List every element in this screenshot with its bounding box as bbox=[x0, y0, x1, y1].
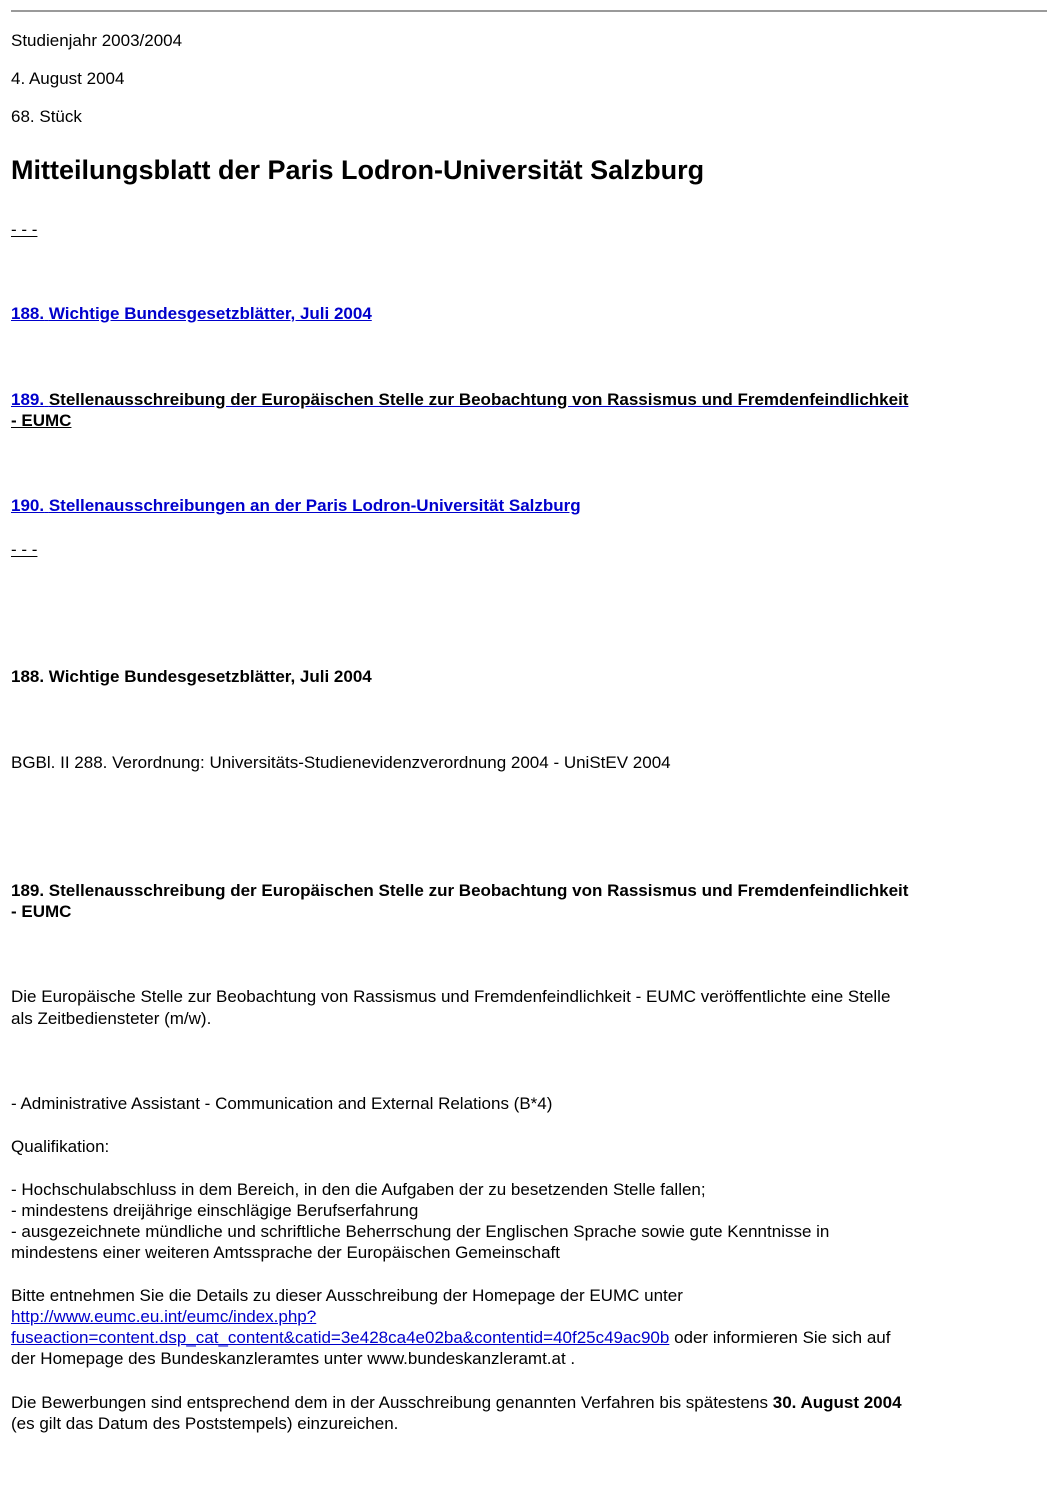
toc-item-189-cont[interactable] bbox=[11, 410, 71, 431]
qualification-item: - Hochschulabschluss in dem Bereich, in den die Aufgaben der zu besetzenden Stelle fallen; bbox=[11, 1180, 706, 1199]
toc-link-189[interactable] bbox=[11, 390, 908, 409]
qualification-label: Qualifikation: bbox=[11, 1137, 110, 1156]
toc-link-190[interactable] bbox=[11, 496, 581, 515]
section-189-heading-cont: - EUMC bbox=[11, 902, 72, 921]
toc-item-188[interactable] bbox=[11, 303, 372, 324]
deadline-text bbox=[11, 1392, 902, 1413]
qualification-item: - mindestens dreijährige einschlägige Berufserfahrung bbox=[11, 1201, 419, 1220]
toc-number: 190. bbox=[11, 496, 45, 515]
details-link-line-cont[interactable] bbox=[11, 1327, 890, 1348]
details-text-cont: der Homepage des Bundeskanzleramtes unter www.bundeskanzleramt.at . bbox=[11, 1349, 576, 1368]
eumc-link[interactable]: http://www.eumc.eu.int/eumc/index.php? bbox=[11, 1307, 317, 1326]
position-title: - Administrative Assistant - Communication and External Relations (B*4) bbox=[11, 1094, 553, 1113]
details-text: Bitte entnehmen Sie die Details zu dieser Ausschreibung der Homepage der EUMC unter bbox=[11, 1286, 683, 1305]
section-189-intro-cont: als Zeitbediensteter (m/w). bbox=[11, 1009, 212, 1028]
qualification-item: mindestens einer weiteren Amtssprache der Europäischen Gemeinschaft bbox=[11, 1243, 561, 1262]
toc-number: 188. bbox=[11, 304, 45, 323]
issue-date: 4. August 2004 bbox=[11, 69, 125, 88]
toc-item-190[interactable] bbox=[11, 495, 581, 516]
toc-text: Stellenausschreibungen an der Paris Lodron-Universität Salzburg bbox=[48, 496, 581, 515]
toc-text: Wichtige Bundesgesetzblätter, Juli 2004 bbox=[48, 304, 372, 323]
deadline-text-cont: (es gilt das Datum des Poststempels) einzureichen. bbox=[11, 1414, 399, 1433]
section-188-heading: 188. Wichtige Bundesgesetzblätter, Juli 2004 bbox=[11, 667, 372, 686]
toc-link-188[interactable] bbox=[11, 304, 372, 323]
qualification-item: - ausgezeichnete mündliche und schriftliche Beherrschung der Englischen Sprache sowie gute Kenntnisse in bbox=[11, 1222, 830, 1241]
section-189-heading: 189. Stellenausschreibung der Europäischen Stelle zur Beobachtung von Rassismus und Fremdenfeindlichkeit bbox=[11, 881, 909, 900]
toc-item-189[interactable] bbox=[11, 389, 908, 410]
eumc-link-cont[interactable]: fuseaction=content.dsp_cat_content&catid=3e428ca4e02ba&contentid=40f25c49ac90b bbox=[11, 1328, 670, 1347]
deadline-date: 30. August 2004 bbox=[772, 1393, 902, 1412]
toc-separator-link[interactable]: - - - bbox=[11, 540, 38, 559]
details-link-line[interactable] bbox=[11, 1306, 316, 1327]
toc-link-189-cont[interactable]: - EUMC bbox=[11, 411, 72, 430]
issue-number: 68. Stück bbox=[11, 107, 82, 126]
toc-number: 189. bbox=[11, 390, 45, 409]
top-rule bbox=[11, 10, 1047, 12]
academic-year: Studienjahr 2003/2004 bbox=[11, 31, 183, 50]
separator-link[interactable]: - - - bbox=[11, 220, 38, 239]
section-189-intro: Die Europäische Stelle zur Beobachtung von Rassismus und Fremdenfeindlichkeit - EUMC veröffentlichte eine Stelle bbox=[11, 987, 891, 1006]
section-188-body: BGBl. II 288. Verordnung: Universitäts-Studienevidenzverordnung 2004 - UniStEV 2004 bbox=[11, 753, 671, 772]
details-after-link: oder informieren Sie sich auf bbox=[669, 1328, 891, 1347]
toc-text: Stellenausschreibung der Europäischen Stelle zur Beobachtung von Rassismus und Fremdenfeindlichkeit bbox=[48, 390, 909, 409]
page-title: Mitteilungsblatt der Paris Lodron-Universität Salzburg bbox=[11, 155, 705, 185]
deadline-pre: Die Bewerbungen sind entsprechend dem in der Ausschreibung genannten Verfahren bis spätestens bbox=[11, 1393, 773, 1412]
